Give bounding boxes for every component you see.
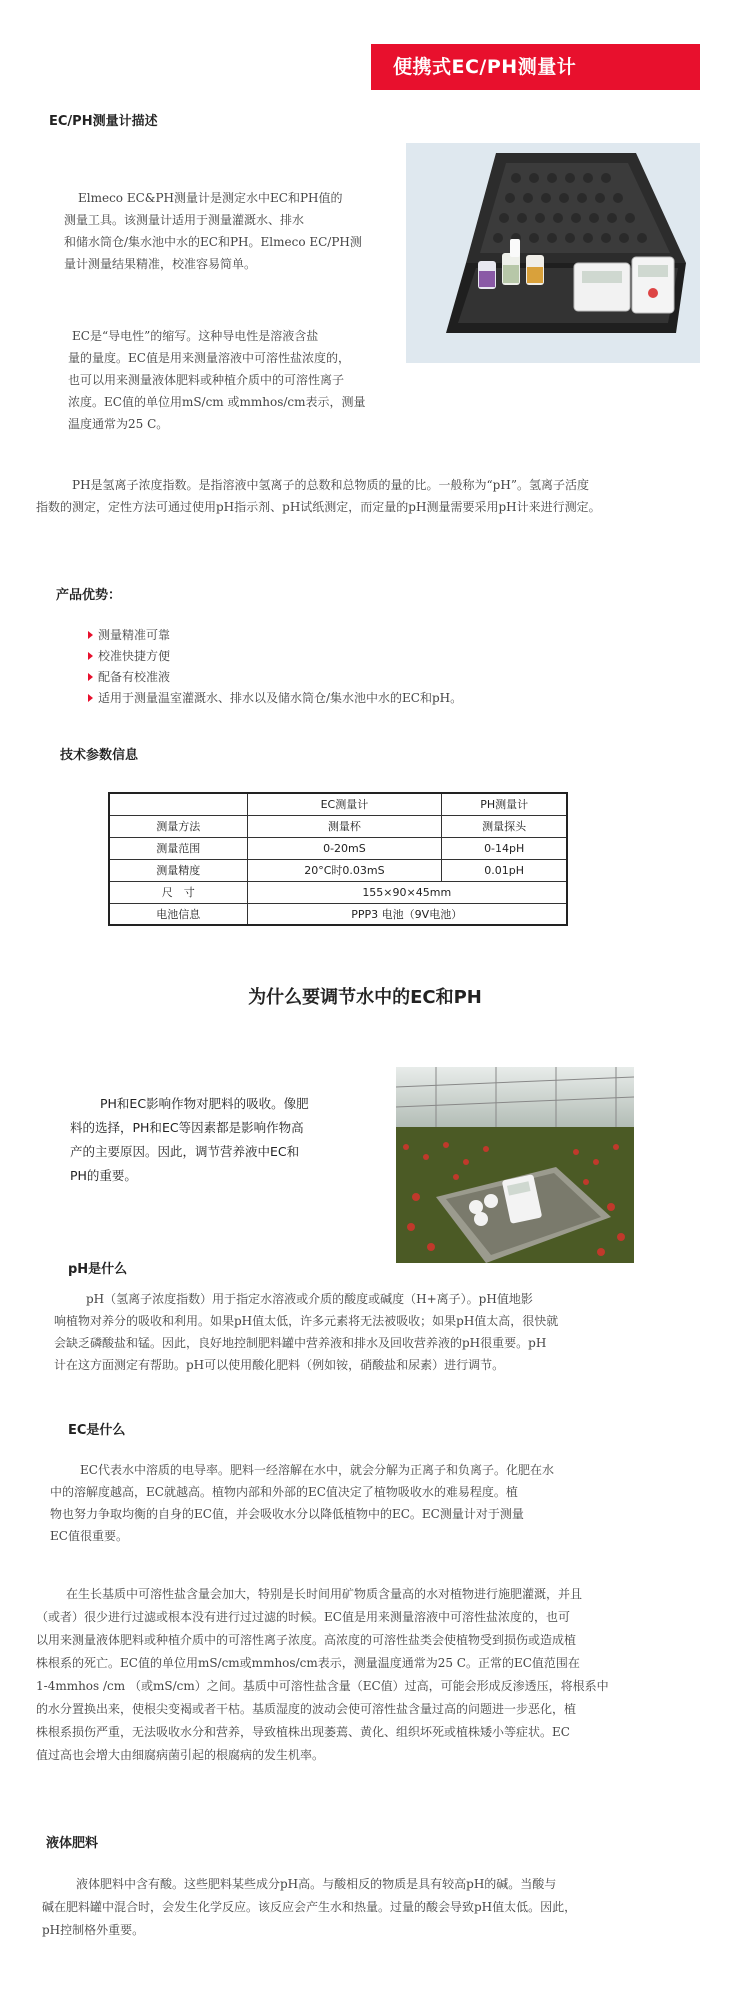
text-line: PH是氢离子浓度指数。是指溶液中氢离子的总数和总物质的量的比。一般称为“pH”。氢离子活度 — [72, 478, 589, 492]
triangle-bullet-icon — [88, 694, 93, 702]
text-line: 量计测量结果精准，校准容易简单。 — [64, 257, 257, 271]
text-line: 1-4mmhos /cm （或mS/cm）之间。基质中可溶性盐含量（EC值）过高，可能会形成反渗透压，将根系中 — [36, 1679, 609, 1693]
text-line: 的水分置换出来，使根尖变褐或者干枯。基质湿度的波动会使可溶性盐含量过高的问题进一步恶化，植 — [36, 1702, 577, 1716]
table-header-row — [109, 793, 567, 815]
text-line: 以用来测量液体肥料或种植介质中的可溶性离子浓度。高浓度的可溶性盐类会使植物受到损伤或造成植 — [36, 1633, 577, 1647]
specs-heading: 技术参数信息 — [60, 748, 139, 763]
text-line: 会缺乏磷酸盐和锰。因此，良好地控制肥料罐中营养液和排水及回收营养液的pH很重要。pH — [54, 1336, 547, 1350]
text-line: 量的量度。EC值是用来测量溶液中可溶性盐浓度的， — [68, 351, 350, 365]
table-cell: 测量探头 — [442, 815, 567, 837]
text-line: EC是“导电性”的缩写。这种导电性是溶液含盐 — [72, 329, 319, 343]
page-title-banner: 便携式EC/PH测量计 — [371, 44, 700, 90]
table-cell: 测量精度 — [109, 859, 247, 881]
text-line: 碱在肥料罐中混合时，会发生化学反应。该反应会产生水和热量。过量的酸会导致pH值太低。因此， — [42, 1900, 577, 1914]
table-cell: 0.01pH — [442, 859, 567, 881]
table-cell: 测量范围 — [109, 837, 247, 859]
text-line: （或者）很少进行过滤或根本没有进行过过滤的时候。EC值是用来测量溶液中可溶性盐浓度的，也可 — [36, 1610, 570, 1624]
text-line: PH和EC影响作物对肥料的吸收。像肥 — [100, 1096, 309, 1111]
text-line: EC代表水中溶质的电导率。肥料一经溶解在水中，就会分解为正离子和负离子。化肥在水 — [80, 1463, 554, 1477]
text-line: EC值很重要。 — [50, 1529, 128, 1543]
text-line: 温度通常为25 C。 — [68, 417, 169, 431]
text-line: 测量工具。该测量计适用于测量灌溉水、排水 — [64, 213, 305, 227]
advantages-list — [88, 625, 648, 709]
table-row — [109, 881, 567, 903]
why-intro-paragraph — [70, 1092, 370, 1188]
ec-paragraph — [50, 1459, 690, 1547]
table-cell: 20°C时0.03mS — [247, 859, 442, 881]
description-paragraph-2 — [68, 325, 392, 435]
text-line: 也可以用来测量液体肥料或种植介质中的可溶性离子 — [68, 373, 345, 387]
text-line: 料的选择，PH和EC等因素都是影响作物高 — [70, 1120, 304, 1135]
text-line: pH控制格外重要。 — [42, 1923, 145, 1937]
greenhouse-illustration — [396, 1067, 634, 1263]
text-line: pH（氢离子浓度指数）用于指定水溶液或介质的酸度或碱度（H+离子）。pH值地影 — [86, 1292, 533, 1306]
text-line: 计在这方面测定有帮助。pH可以使用酸化肥料（例如铵，硝酸盐和尿素）进行调节。 — [54, 1358, 505, 1372]
table-cell: 155×90×45mm — [247, 881, 567, 903]
list-item-text: 配备有校准液 — [98, 670, 171, 684]
table-cell: 测量方法 — [109, 815, 247, 837]
text-line: 指数的测定，定性方法可通过使用pH指示剂、pH试纸测定，而定量的pH测量需要采用pH计来进行测定。 — [36, 500, 601, 514]
list-item — [88, 688, 648, 709]
ph-paragraph — [54, 1288, 694, 1376]
table-cell: 测量杯 — [247, 815, 442, 837]
greenhouse-image — [396, 1067, 634, 1263]
why-regulate-title: 为什么要调节水中的EC和PH — [248, 987, 482, 1008]
table-cell: 0-20mS — [247, 837, 442, 859]
advantages-heading: 产品优势： — [56, 588, 122, 603]
table-row — [109, 859, 567, 881]
liquid-fertilizer-paragraph — [42, 1873, 702, 1942]
list-item — [88, 625, 648, 646]
description-heading: EC/PH测量计描述 — [49, 114, 158, 129]
triangle-bullet-icon — [88, 631, 93, 639]
text-line: Elmeco EC&PH测量计是测定水中EC和PH值的 — [78, 191, 343, 205]
table-cell: 电池信息 — [109, 903, 247, 925]
ec-paragraph-2 — [36, 1583, 706, 1767]
text-line: 株根系损伤严重，无法吸收水分和营养，导致植株出现萎蔫、黄化、组织坏死或植株矮小等症状。EC — [36, 1725, 570, 1739]
text-line: 液体肥料中含有酸。这些肥料某些成分pH高。与酸相反的物质是具有较高pH的碱。当酸与 — [76, 1877, 557, 1891]
product-case-image — [406, 143, 700, 363]
text-line: 浓度。EC值的单位用mS/cm 或mmhos/cm表示，测量 — [68, 395, 366, 409]
list-item-text: 测量精准可靠 — [98, 628, 171, 642]
text-line: 和储水筒仓/集水池中水的EC和PH。Elmeco EC/PH测 — [64, 235, 362, 249]
triangle-bullet-icon — [88, 673, 93, 681]
text-line: 产的主要原因。因此，调节营养液中EC和 — [70, 1144, 300, 1159]
table-row — [109, 837, 567, 859]
table-cell: 0-14pH — [442, 837, 567, 859]
list-item — [88, 646, 648, 667]
text-line: 中的溶解度越高，EC就越高。植物内部和外部的EC值决定了植物吸收水的难易程度。植 — [50, 1485, 518, 1499]
table-cell: PPP3 电池（9V电池） — [247, 903, 567, 925]
ph-intro-paragraph — [36, 474, 704, 518]
text-line: 株根系的死亡。EC值的单位用mS/cm或mmhos/cm表示，测量温度通常为25 C。正常的EC值范围在 — [36, 1656, 580, 1670]
carrying-case-illustration — [406, 143, 700, 363]
description-paragraph-1 — [64, 187, 389, 275]
table-header-cell: PH测量计 — [442, 793, 567, 815]
text-line: PH的重要。 — [70, 1168, 137, 1183]
list-item-text: 校准快捷方便 — [98, 649, 171, 663]
table-header-cell: EC测量计 — [247, 793, 442, 815]
text-line: 值过高也会增大由细腐病菌引起的根腐病的发生机率。 — [36, 1748, 325, 1762]
ec-heading: EC是什么 — [68, 1423, 126, 1438]
triangle-bullet-icon — [88, 652, 93, 660]
text-line: 物也努力争取均衡的自身的EC值，并会吸收水分以降低植物中的EC。EC测量计对于测量 — [50, 1507, 524, 1521]
table-row — [109, 903, 567, 925]
text-line: 响植物对养分的吸收和利用。如果pH值太低，许多元素将无法被吸收；如果pH值太高，很快就 — [54, 1314, 559, 1328]
ph-heading: pH是什么 — [68, 1262, 128, 1277]
list-item — [88, 667, 648, 688]
table-row — [109, 815, 567, 837]
liquid-fertilizer-heading: 液体肥料 — [46, 1836, 99, 1851]
table-cell: 尺 寸 — [109, 881, 247, 903]
list-item-text: 适用于测量温室灌溉水、排水以及储水筒仓/集水池中水的EC和pH。 — [98, 691, 463, 705]
text-line: 在生长基质中可溶性盐含量会加大，特别是长时间用矿物质含量高的水对植物进行施肥灌溉，并且 — [66, 1587, 583, 1601]
table-cell — [109, 793, 247, 815]
specs-table — [108, 792, 568, 926]
